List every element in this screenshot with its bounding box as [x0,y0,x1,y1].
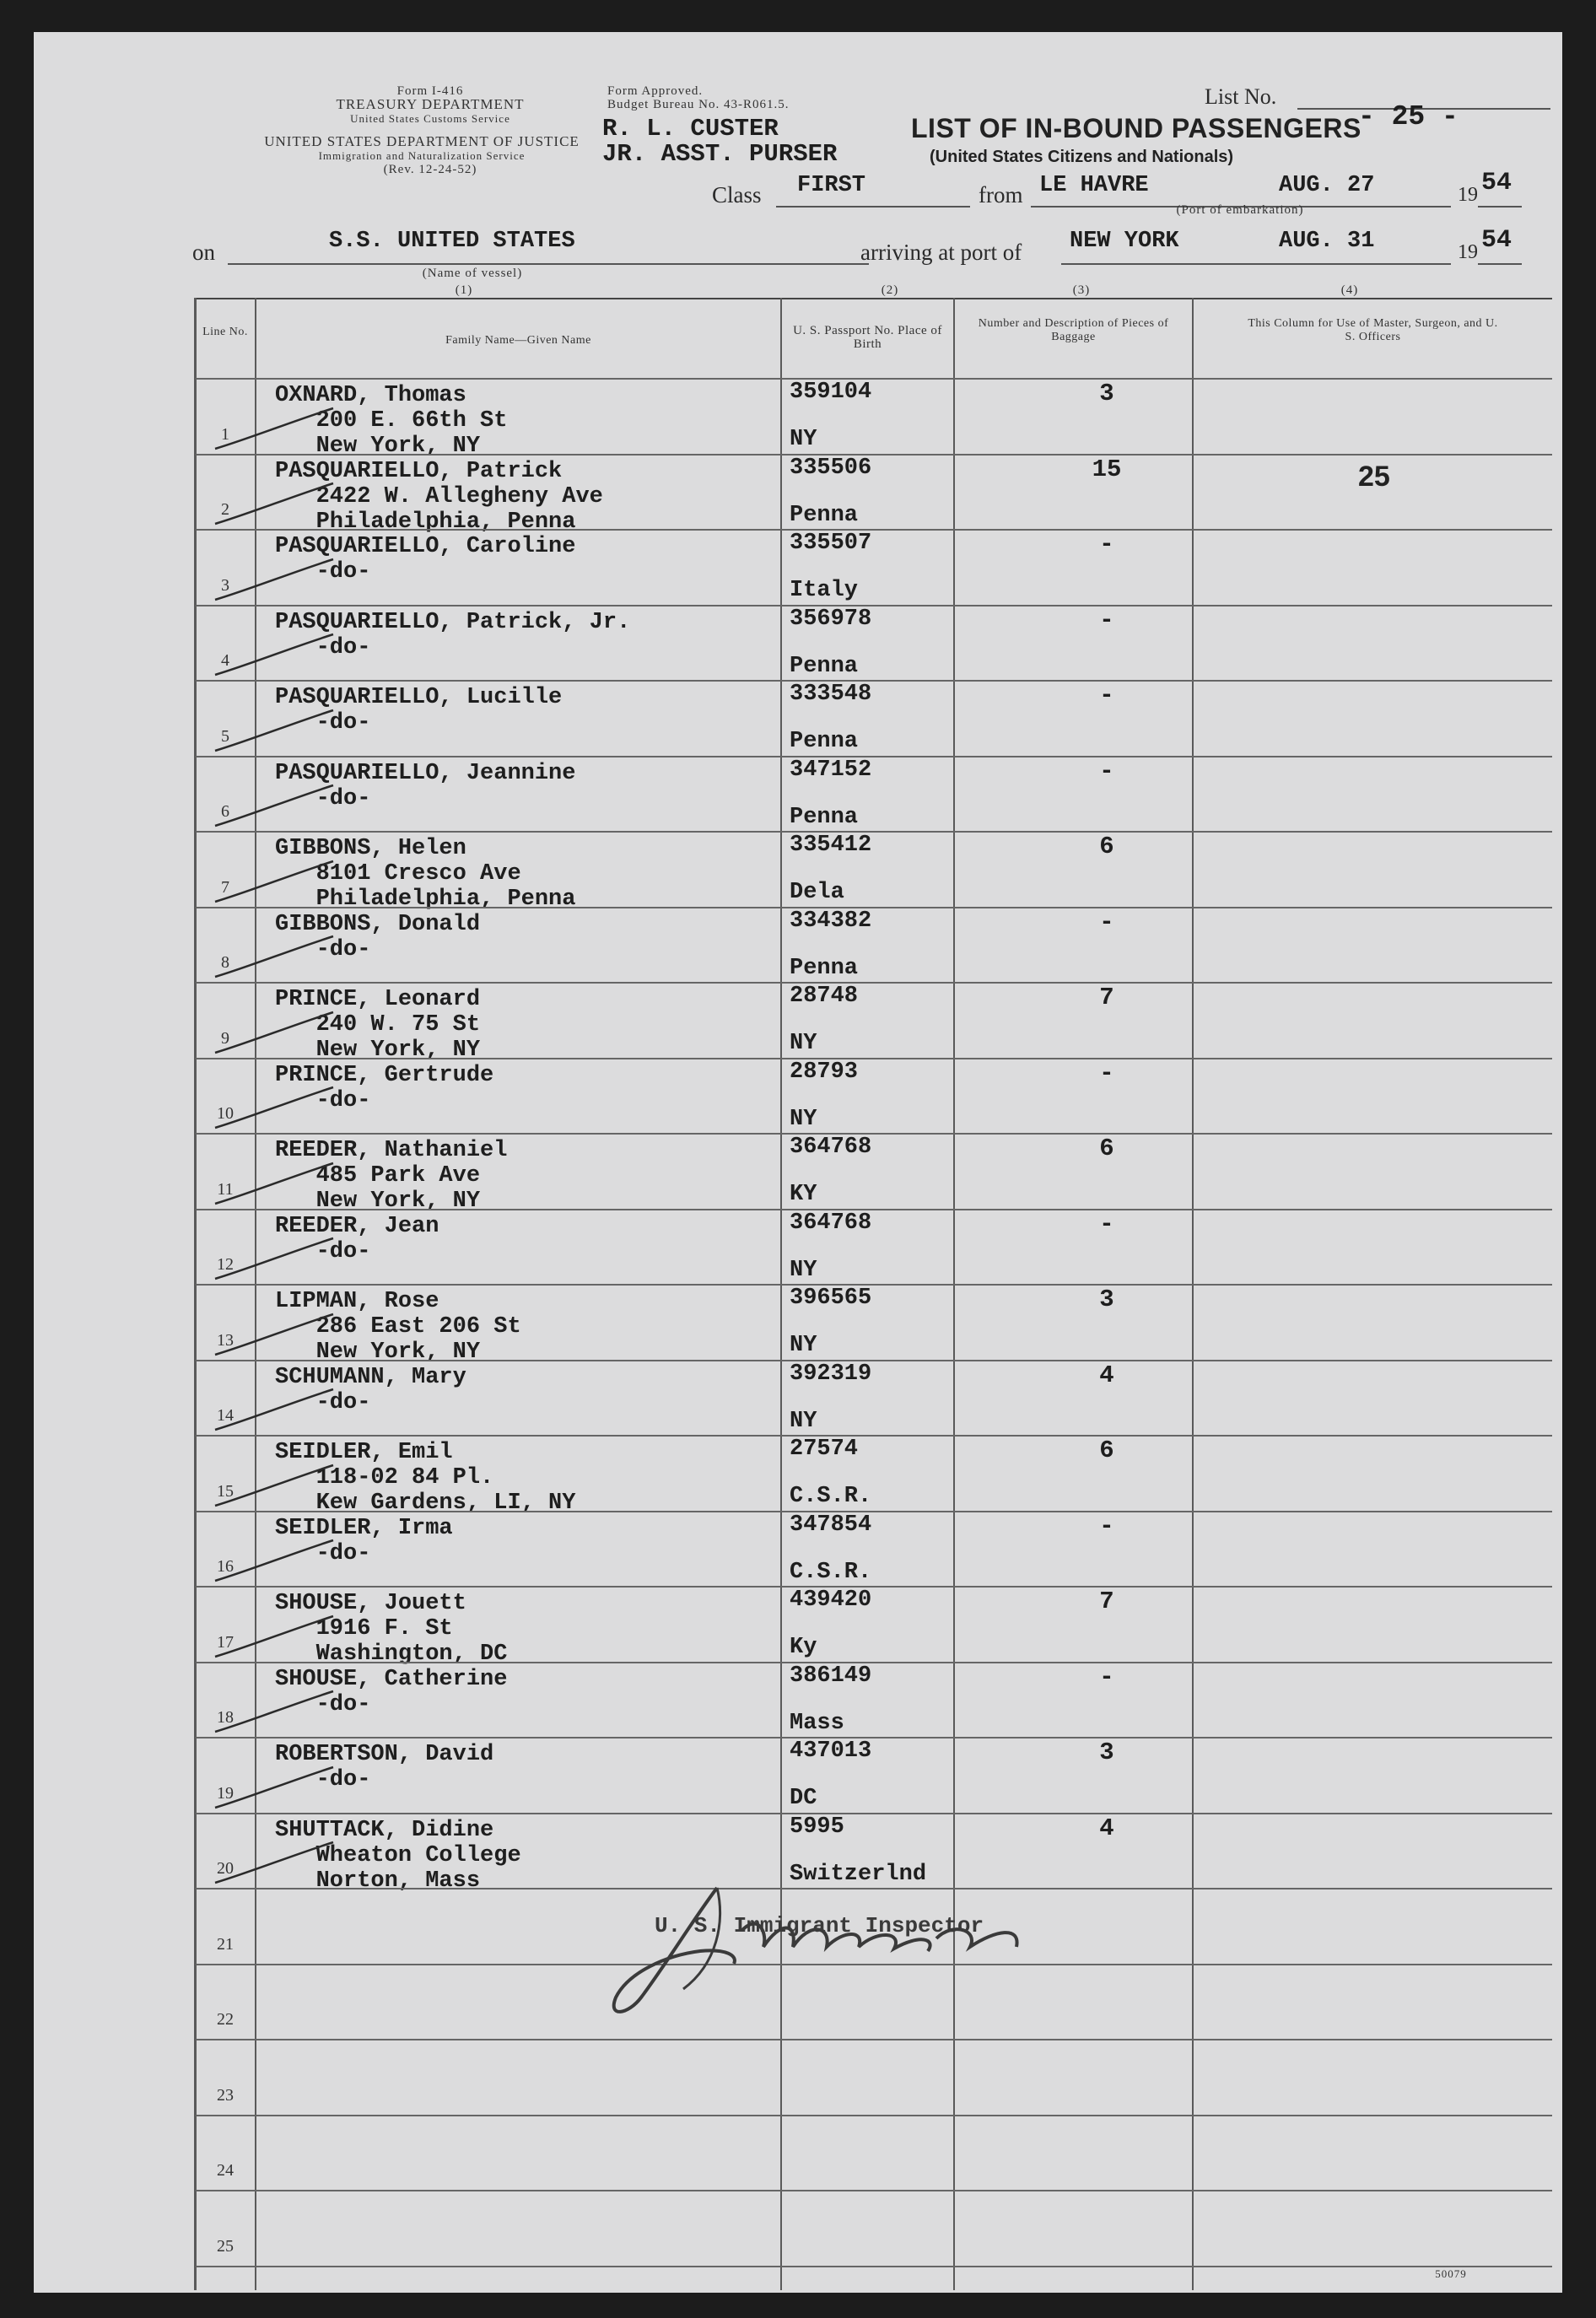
baggage-count: 3 [1099,1738,1114,1766]
header-baggage: Number and Description of Pieces of Baggage [978,317,1169,343]
check-mark [207,1311,342,1361]
line-number: 11 [217,1179,234,1199]
col-baggage-separator [1192,298,1194,2290]
passenger-name [275,1440,798,1516]
baggage-count: - [1099,757,1114,785]
line-number: 25 [217,2236,234,2256]
check-mark [207,1009,342,1059]
revision-date: (Rev. 12-24-52) [383,163,477,176]
place-of-birth: Mass [790,1710,844,1736]
port-caption: (Port of embarkation) [1176,203,1304,217]
passenger-name-line: PRINCE, Leonard [275,987,481,1012]
passenger-name-line: 200 E. 66th St [275,408,508,434]
check-mark [207,1613,342,1663]
departure-date: AUG. 27 [1279,173,1375,198]
passenger-name-line: 485 Park Ave [275,1163,481,1189]
passenger-name [275,1289,798,1365]
line-number: 9 [221,1028,229,1048]
passenger-name-line: SHUTTACK, Didine [275,1817,494,1843]
row-separator [196,1360,1552,1361]
place-of-birth: KY [790,1182,817,1207]
embarkation-port: LE HAVRE [1039,173,1149,198]
form-title: LIST OF IN-BOUND PASSENGERS [911,113,1361,143]
passport-number: 364768 [790,1135,872,1160]
passenger-name-line: GIBBONS, Donald [275,911,481,937]
passenger-name-line: -do- [275,1540,371,1566]
class-line [776,206,970,208]
row-separator [196,1511,1552,1512]
passport-number: 356978 [790,606,872,632]
baggage-count: 6 [1099,1135,1114,1162]
row-separator [196,2190,1552,2191]
passenger-name-line: Norton, Mass [275,1868,481,1894]
column-number-1: (1) [455,283,473,297]
baggage-count: - [1099,1512,1114,1540]
place-of-birth: Switzerlnd [790,1861,927,1887]
baggage-count: - [1099,682,1114,709]
passenger-name-line: SEIDLER, Irma [275,1515,453,1541]
passenger-name [275,1742,798,1792]
row-separator [196,831,1552,833]
check-mark [207,405,342,456]
table-left-border [194,298,197,2290]
passenger-name-line: 286 East 206 St [275,1314,521,1340]
line-number: 5 [221,726,229,746]
table-bottom-border [196,2266,1552,2267]
row-separator [196,1058,1552,1059]
passport-number: 347152 [790,757,872,783]
place-of-birth: C.S.R. [790,1484,872,1509]
line-number: 24 [217,2161,234,2180]
row-separator [196,378,1552,380]
check-mark [207,556,342,606]
line-number: 3 [221,575,229,595]
line-number: 23 [217,2085,234,2105]
passport-number: 334382 [790,908,872,934]
line-number: 22 [217,2010,234,2029]
check-mark [207,1235,342,1286]
column-number-4: (4) [1340,283,1359,297]
row-separator [196,1284,1552,1286]
baggage-count: - [1099,606,1114,634]
baggage-count: 4 [1099,1361,1114,1389]
year-suffix-1: 54 [1481,169,1512,197]
passenger-name [275,534,798,585]
baggage-count: 6 [1099,833,1114,860]
passport-number: 333548 [790,682,872,707]
passenger-name-line: PASQUARIELLO, Patrick, Jr. [275,609,631,635]
year-line-2 [1478,263,1522,265]
check-mark [207,1160,342,1210]
baggage-count: 4 [1099,1814,1114,1842]
passenger-name-line: Wheaton College [275,1842,521,1868]
passenger-name-line: -do- [275,1767,371,1792]
passenger-name-line: ROBERTSON, David [275,1742,494,1767]
class-label: Class [712,182,762,208]
passenger-name-line: PASQUARIELLO, Caroline [275,534,576,559]
row-separator [196,529,1552,531]
place-of-birth: DC [790,1786,817,1811]
check-mark [207,480,342,531]
baggage-count: 7 [1099,984,1114,1011]
footer-code: 50079 [1435,2267,1467,2280]
row-separator [196,907,1552,908]
baggage-count: 3 [1099,380,1114,407]
passenger-name-line: -do- [275,1087,371,1113]
treasury-dept: TREASURY DEPARTMENT [336,96,525,112]
passenger-name [275,610,798,660]
passenger-name [275,1365,798,1415]
place-of-birth: Penna [790,729,859,754]
table-top-border [194,298,1552,299]
row-separator [196,2039,1552,2040]
line-number: 4 [221,651,229,670]
row-separator [196,1435,1552,1437]
row-separator [196,680,1552,682]
passport-number: 5995 [790,1814,844,1840]
baggage-count: 7 [1099,1588,1114,1615]
column-number-3: (3) [1072,283,1091,297]
class-value: FIRST [797,173,866,198]
official-use-entry: 25 [1358,460,1390,493]
year-suffix-2: 54 [1481,226,1512,255]
passenger-name-line: PRINCE, Gertrude [275,1062,494,1088]
line-number: 19 [217,1783,234,1803]
check-mark [207,1084,342,1135]
list-no-label: List No. [1205,84,1277,109]
inspector-caption: U. S. Immigrant Inspector [655,1913,984,1938]
year-prefix-1: 19 [1458,184,1478,206]
line-number: 21 [217,1934,234,1954]
passenger-name-line: 8101 Cresco Ave [275,861,521,887]
passenger-name-line: REEDER, Jean [275,1213,439,1239]
passport-number: 347854 [790,1512,872,1538]
line-number: 1 [221,424,229,444]
passenger-name-line: GIBBONS, Helen [275,836,466,861]
baggage-count: - [1099,1059,1114,1087]
passport-number: 359104 [790,380,872,405]
line-number: 14 [217,1406,234,1425]
line-number: 12 [217,1255,234,1274]
line-number: 18 [217,1708,234,1727]
passenger-name-line: -do- [275,710,371,736]
passenger-name-line: -do- [275,634,371,660]
passenger-name [275,1138,798,1214]
place-of-birth: NY [790,1106,817,1132]
row-separator [196,1209,1552,1210]
vessel-caption: (Name of vessel) [422,267,523,280]
passport-number: 335412 [790,833,872,858]
place-of-birth: Penna [790,804,859,830]
line-number: 20 [217,1859,234,1878]
baggage-count: - [1099,1663,1114,1691]
line-number: 17 [217,1632,234,1652]
justice-dept: UNITED STATES DEPARTMENT OF JUSTICE [264,133,580,149]
baggage-count: 15 [1092,455,1122,483]
list-number: - 25 - [1358,101,1459,132]
row-separator [196,756,1552,757]
place-of-birth: Dela [790,880,844,905]
passenger-name-line: PASQUARIELLO, Lucille [275,685,563,710]
check-mark [207,1764,342,1814]
line-number: 8 [221,953,229,972]
passport-number: 439420 [790,1588,872,1613]
passenger-name-line: New York, NY [275,1340,481,1365]
passport-number: 392319 [790,1361,872,1387]
place-of-birth: Ky [790,1635,817,1660]
place-of-birth: NY [790,1031,817,1056]
passenger-name-line: SHOUSE, Jouett [275,1591,466,1616]
line-number: 16 [217,1557,234,1576]
check-mark [207,858,342,908]
line-number: 2 [221,500,229,519]
from-label: from [979,182,1023,208]
header-family-name: Family Name—Given Name [445,334,591,347]
line-number: 13 [217,1330,234,1350]
passenger-name-line: PASQUARIELLO, Jeannine [275,760,576,786]
arrival-date: AUG. 31 [1279,229,1375,254]
baggage-count: 6 [1099,1437,1114,1464]
line-number: 6 [221,802,229,821]
manifest-page [34,32,1562,2293]
passenger-name [275,987,798,1063]
arrival-port: NEW YORK [1070,229,1179,254]
check-mark [207,707,342,757]
budget-bureau: Budget Bureau No. 43-R061.5. [607,98,790,111]
baggage-count: - [1099,908,1114,936]
column-number-2: (2) [881,283,899,297]
purser-name: R. L. CUSTER [602,115,779,143]
check-mark [207,1537,342,1588]
passenger-name-line: -do- [275,1691,371,1717]
passenger-name-line: Philadelphia, Penna [275,887,576,912]
passenger-name [275,1063,798,1113]
line-number: 7 [221,877,229,897]
customs-service: United States Customs Service [350,112,510,125]
passport-number: 27574 [790,1437,859,1462]
place-of-birth: NY [790,1257,817,1283]
place-of-birth: NY [790,1408,817,1434]
place-of-birth: NY [790,1333,817,1358]
check-mark [207,1386,342,1437]
place-of-birth: Italy [790,578,859,603]
row-separator [196,2115,1552,2116]
check-mark [207,933,342,984]
passenger-name-line: 2422 W. Allegheny Ave [275,483,603,509]
passport-number: 335507 [790,531,872,556]
passenger-name [275,1516,798,1566]
passport-number: 28793 [790,1059,859,1085]
baggage-count: 3 [1099,1286,1114,1313]
form-subtitle: (United States Citizens and Nationals) [930,148,1234,166]
passenger-name [275,836,798,912]
passenger-name-line: PASQUARIELLO, Patrick [275,458,563,484]
passenger-name-line: -do- [275,785,371,811]
passenger-name [275,685,798,736]
year-prefix-2: 19 [1458,241,1478,263]
passenger-name-line: -do- [275,1389,371,1415]
passenger-name-line: SCHUMANN, Mary [275,1364,466,1390]
passenger-name-line: -do- [275,1238,371,1264]
row-separator [196,1133,1552,1135]
inspector-signature [590,1871,1164,2023]
arrival-line [1061,263,1451,265]
passenger-name-line: Washington, DC [275,1641,508,1667]
passport-number: 386149 [790,1663,872,1689]
place-of-birth: Penna [790,955,859,981]
arriving-label: arriving at port of [860,240,1022,265]
form-number: Form I-416 [396,84,464,98]
row-separator [196,1813,1552,1814]
passenger-name-line: OXNARD, Thomas [275,383,466,408]
check-mark [207,1688,342,1738]
passenger-name [275,1591,798,1667]
header-official-use: This Column for Use of Master, Surgeon, and U. S. Officers [1248,317,1498,343]
vessel-line [228,263,869,265]
purser-title: JR. ASST. PURSER [602,140,838,168]
baggage-count: - [1099,1210,1114,1238]
header-passport: U. S. Passport No. Place of Birth [793,324,942,351]
vessel-name: S.S. UNITED STATES [329,229,575,254]
passport-number: 396565 [790,1286,872,1311]
row-separator [196,605,1552,606]
passenger-name-line: -do- [275,559,371,585]
passenger-name [275,761,798,811]
place-of-birth: NY [790,427,817,452]
passenger-name [275,459,798,535]
passenger-name-line: SHOUSE, Catherine [275,1666,508,1692]
header-line-no: Line No. [202,326,248,338]
passenger-name-line: SEIDLER, Emil [275,1440,453,1465]
passenger-name [275,1667,798,1717]
passenger-name-line: LIPMAN, Rose [275,1289,439,1314]
place-of-birth: C.S.R. [790,1559,872,1585]
passenger-name-line: New York, NY [275,1038,481,1063]
passenger-name-line: 240 W. 75 St [275,1012,481,1038]
passenger-name [275,912,798,962]
row-separator [196,1737,1552,1738]
passenger-name-line: Philadelphia, Penna [275,509,576,535]
passenger-name-line: Kew Gardens, LI, NY [275,1491,576,1516]
place-of-birth: Penna [790,502,859,528]
on-label: on [192,240,215,265]
passenger-name [275,1214,798,1264]
check-mark [207,1462,342,1512]
row-separator [196,1586,1552,1588]
passenger-name-line: 1916 F. St [275,1616,453,1641]
row-separator [196,1662,1552,1663]
passport-number: 28748 [790,984,859,1009]
passenger-name-line: New York, NY [275,434,481,459]
check-mark [207,782,342,833]
passenger-name-line: 118-02 84 Pl. [275,1465,494,1491]
passenger-name-line: New York, NY [275,1189,481,1214]
line-number: 15 [217,1481,234,1501]
check-mark [207,1839,342,1889]
place-of-birth: Penna [790,653,859,679]
ins-service: Immigration and Naturalization Service [318,149,526,162]
line-number: 10 [217,1104,234,1123]
passport-number: 335506 [790,455,872,481]
check-mark [207,631,342,682]
passport-number: 364768 [790,1210,872,1236]
passenger-name-line: -do- [275,936,371,962]
row-separator [196,982,1552,984]
form-approved: Form Approved. [607,84,704,98]
passenger-name [275,383,798,459]
row-separator [196,454,1552,456]
passport-number: 437013 [790,1738,872,1764]
year-line-1 [1478,206,1522,208]
passenger-name-line: REEDER, Nathaniel [275,1138,508,1163]
baggage-count: - [1099,531,1114,558]
